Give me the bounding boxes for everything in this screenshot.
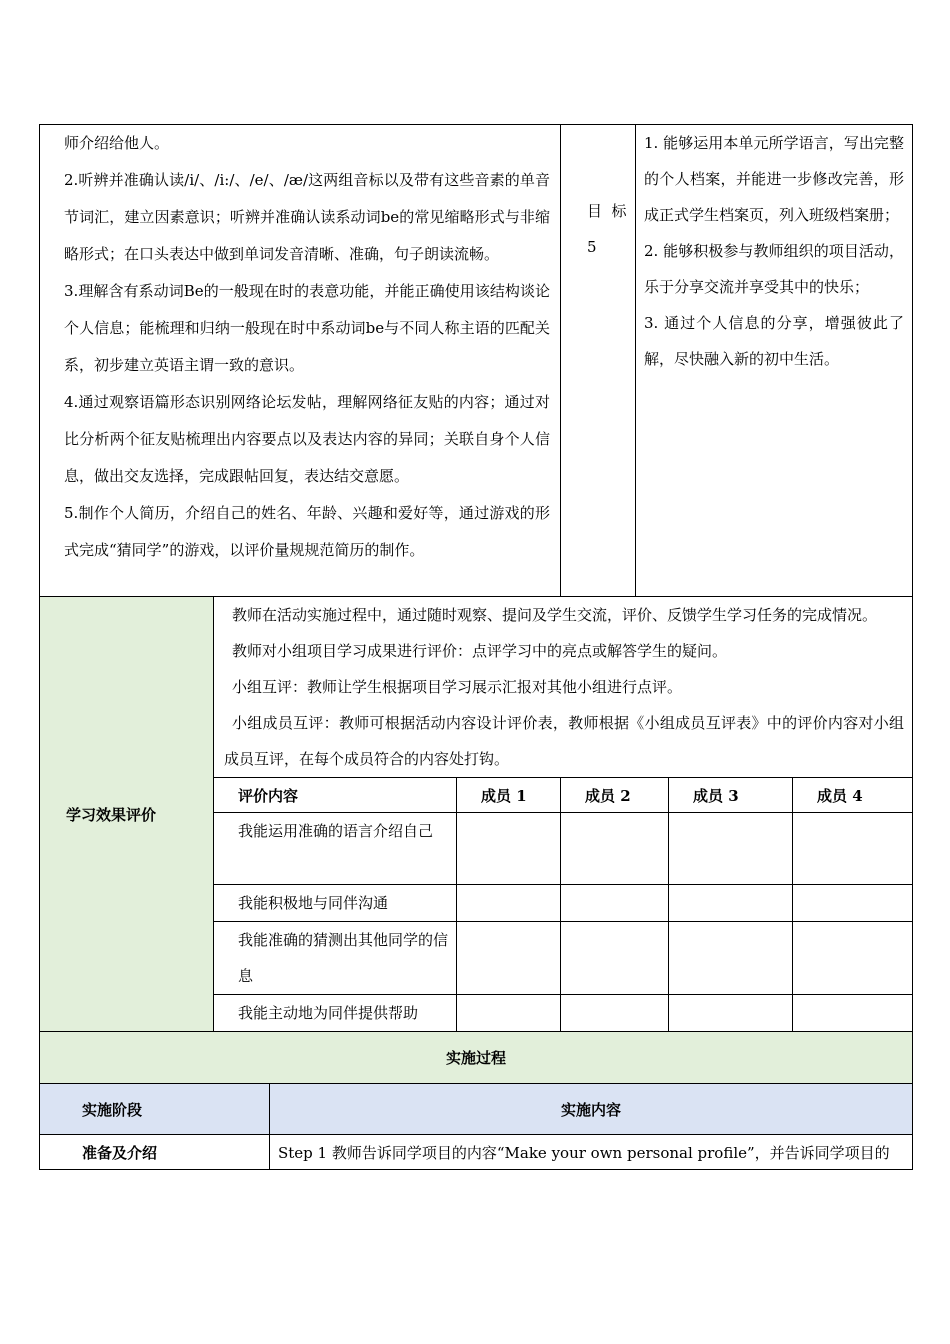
check-cell[interactable] [457,922,561,995]
eval-header-member-1 [457,778,561,813]
table-row [214,922,457,995]
table-row [214,813,457,885]
check-cell[interactable] [669,813,793,885]
header-label: 成员 1 [481,786,527,805]
check-cell[interactable] [793,813,913,885]
eval-criterion: 我能准确的猜测出其他同学的信息 [238,931,449,985]
check-cell[interactable] [669,885,793,922]
process-table [39,1031,913,1170]
check-cell[interactable] [669,995,793,1032]
stage-header-cell [40,1084,270,1135]
goal-content-cell [636,125,913,597]
eval-criterion: 我能主动地为同伴提供帮助 [238,1004,419,1022]
eval-criterion: 我能运用准确的语言介绍自己 [238,822,434,840]
check-cell[interactable] [457,995,561,1032]
table-row [214,995,457,1032]
evaluation-paragraph: 教师在活动实施过程中，通过随时观察、提问及学生交流，评价、反馈学生学习任务的完成情况。 [232,606,878,624]
goal-text: 2. 能够积极参与教师组织的项目活动，乐于分享交流并享受其中的快乐； [644,242,904,296]
stage-content-cell [270,1135,913,1170]
goal-text: 1. 能够运用本单元所学语言，写出完整的个人档案，并能进一步修改完善，形成正式学生档案页，列入班级档案册； [644,134,904,224]
objective-text: 2.听辨并准确认读/i/、/i:/、/e/、/æ/这两组音标以及带有这些音素的单音节词汇，建立因素意识；听辨并准确认读系动词be的常见缩略形式与非缩略形式；在口头表达中做到单词发音清晰、准确，句子朗读流畅。 [64,171,550,263]
evaluation-table [39,596,913,1032]
objective-text: 5.制作个人简历，介绍自己的姓名、年龄、兴趣和爱好等，通过游戏的形式完成“猜同学”的游戏，以评价量规规范简历的制作。 [64,504,550,559]
header-label: 成员 3 [693,786,739,805]
evaluation-paragraph: 教师对小组项目学习成果进行评价：点评学习中的亮点或解答学生的疑问。 [232,642,728,660]
eval-header-member-3 [669,778,793,813]
check-cell[interactable] [561,995,669,1032]
header-label: 成员 4 [817,786,863,805]
process-title-cell [40,1032,913,1084]
header-label: 评价内容 [238,786,299,805]
evaluation-description-cell [214,597,913,778]
stage-label: 准备及介绍 [82,1143,158,1162]
check-cell[interactable] [793,922,913,995]
evaluation-paragraph: 小组互评：教师让学生根据项目学习展示汇报对其他小组进行点评。 [232,678,683,696]
eval-header-content [214,778,457,813]
objective-text: 师介绍给他人。 [64,134,170,152]
check-cell[interactable] [457,813,561,885]
stage-cell [40,1135,270,1170]
evaluation-paragraph: 小组成员互评：教师可根据活动内容设计评价表，教师根据《小组成员互评表》中的评价内容对小组成员互评，在每个成员符合的内容处打钩。 [224,714,905,768]
objectives-left-cell [40,125,561,597]
evaluation-label: 学习效果评价 [66,805,157,824]
eval-criterion: 我能积极地与同伴沟通 [238,894,389,912]
objectives-table [39,124,913,597]
check-cell[interactable] [561,885,669,922]
check-cell[interactable] [793,885,913,922]
content-header: 实施内容 [561,1100,622,1119]
check-cell[interactable] [561,813,669,885]
check-cell[interactable] [669,922,793,995]
evaluation-label-cell [40,597,214,1032]
lesson-plan-document [39,124,912,1170]
stage-header: 实施阶段 [82,1100,143,1119]
header-label: 成员 2 [585,786,631,805]
stage-content: Step 1 教师告诉同学项目的内容“Make your own personal profile”，并告诉同学项目的 [278,1143,890,1162]
goal-number: 5 [587,238,597,256]
objective-text: 3.理解含有系动词Be的一般现在时的表意功能，并能正确使用该结构谈论个人信息；能梳理和归纳一般现在时中系动词be与不同人称主语的匹配关系，初步建立英语主谓一致的意识。 [64,282,550,374]
goal-label: 目 标 [587,202,627,220]
check-cell[interactable] [457,885,561,922]
objective-text: 4.通过观察语篇形态识别网络论坛发帖，理解网络征友贴的内容；通过对比分析两个征友贴梳理出内容要点以及表达内容的异同；关联自身个人信息，做出交友选择，完成跟帖回复，表达结交意愿。 [64,393,550,485]
eval-header-member-2 [561,778,669,813]
check-cell[interactable] [561,922,669,995]
eval-header-member-4 [793,778,913,813]
table-row [214,885,457,922]
check-cell[interactable] [793,995,913,1032]
content-header-cell [270,1084,913,1135]
process-title: 实施过程 [446,1049,507,1067]
goal-text: 3. 通过个人信息的分享，增强彼此了解，尽快融入新的初中生活。 [644,314,904,368]
goal-label-cell [561,125,636,597]
